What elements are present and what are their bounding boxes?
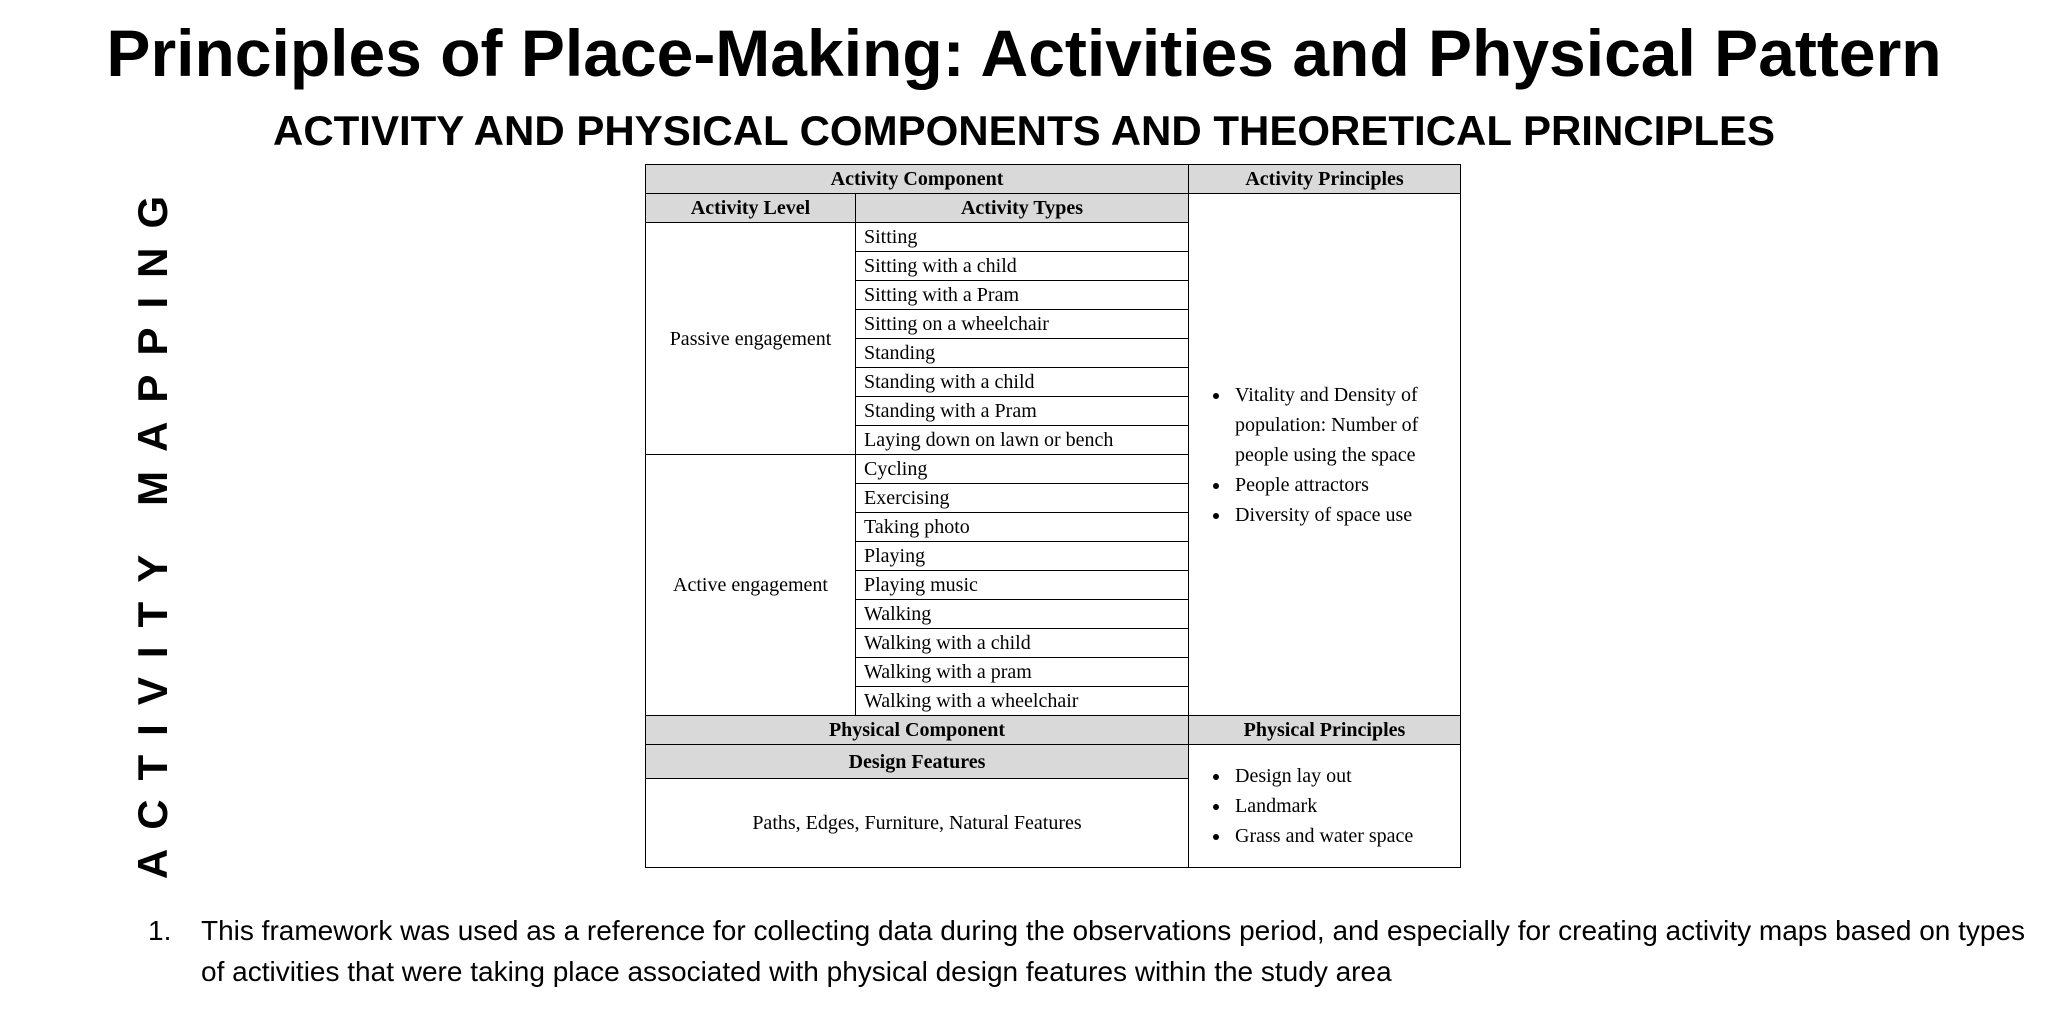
activity-type: Playing	[856, 542, 1189, 571]
physical-component-header: Physical Component	[646, 716, 1189, 745]
activity-type: Standing with a Pram	[856, 397, 1189, 426]
activity-type: Exercising	[856, 484, 1189, 513]
activity-principles-list	[1197, 380, 1452, 530]
physical-principles-header: Physical Principles	[1189, 716, 1461, 745]
physical-header-row	[646, 716, 1461, 745]
activity-principles-cell	[1189, 194, 1461, 716]
page-title: Principles of Place-Making: Activities and Physical Pattern	[106, 16, 1942, 90]
activity-type: Laying down on lawn or bench	[856, 426, 1189, 455]
design-features-header-row	[646, 745, 1461, 779]
footnote-text: This framework was used as a reference for collecting data during the observations period, and especially for creating activity maps based on types of activities that were taking place associated with physical design features within the study area	[201, 915, 2026, 987]
activity-type: Sitting with a Pram	[856, 281, 1189, 310]
activity-principle-item: • Vitality and Density of population: Number of people using the space	[1231, 380, 1452, 470]
physical-principles-cell	[1189, 745, 1461, 868]
activity-type: Standing	[856, 339, 1189, 368]
activity-principle-item: • People attractors	[1231, 470, 1452, 500]
activity-type: Walking with a wheelchair	[856, 687, 1189, 716]
activity-type: Cycling	[856, 455, 1189, 484]
activity-type: Sitting on a wheelchair	[856, 310, 1189, 339]
activity-type: Standing with a child	[856, 368, 1189, 397]
page-subtitle: ACTIVITY AND PHYSICAL COMPONENTS AND THEORETICAL PRINCIPLES	[272, 107, 1775, 154]
activity-type: Sitting with a child	[856, 252, 1189, 281]
table-header-row	[646, 165, 1461, 194]
framework-table	[645, 164, 1461, 868]
table-subheader-row	[646, 194, 1461, 223]
activity-principle-item: • Diversity of space use	[1231, 500, 1452, 530]
design-features-header: Design Features	[646, 745, 1189, 779]
physical-principles-list	[1197, 761, 1452, 851]
side-label: ACTIVITY MAPPING	[129, 176, 176, 880]
activity-type: Playing music	[856, 571, 1189, 600]
activity-level-header: Activity Level	[646, 194, 856, 223]
activity-type: Walking	[856, 600, 1189, 629]
footnote-number: 1.	[148, 915, 172, 946]
activity-level-active: Active engagement	[646, 455, 856, 716]
physical-principle-item: • Landmark	[1231, 791, 1452, 821]
activity-type: Taking photo	[856, 513, 1189, 542]
activity-principles-header: Activity Principles	[1189, 165, 1461, 194]
activity-component-header: Activity Component	[646, 165, 1189, 194]
activity-level-passive: Passive engagement	[646, 223, 856, 455]
design-features-value: Paths, Edges, Furniture, Natural Features	[646, 779, 1189, 868]
activity-type: Walking with a pram	[856, 658, 1189, 687]
activity-type: Walking with a child	[856, 629, 1189, 658]
activity-type: Sitting	[856, 223, 1189, 252]
activity-types-header: Activity Types	[856, 194, 1189, 223]
physical-principle-item: • Grass and water space	[1231, 821, 1452, 851]
physical-principle-item: • Design lay out	[1231, 761, 1452, 791]
